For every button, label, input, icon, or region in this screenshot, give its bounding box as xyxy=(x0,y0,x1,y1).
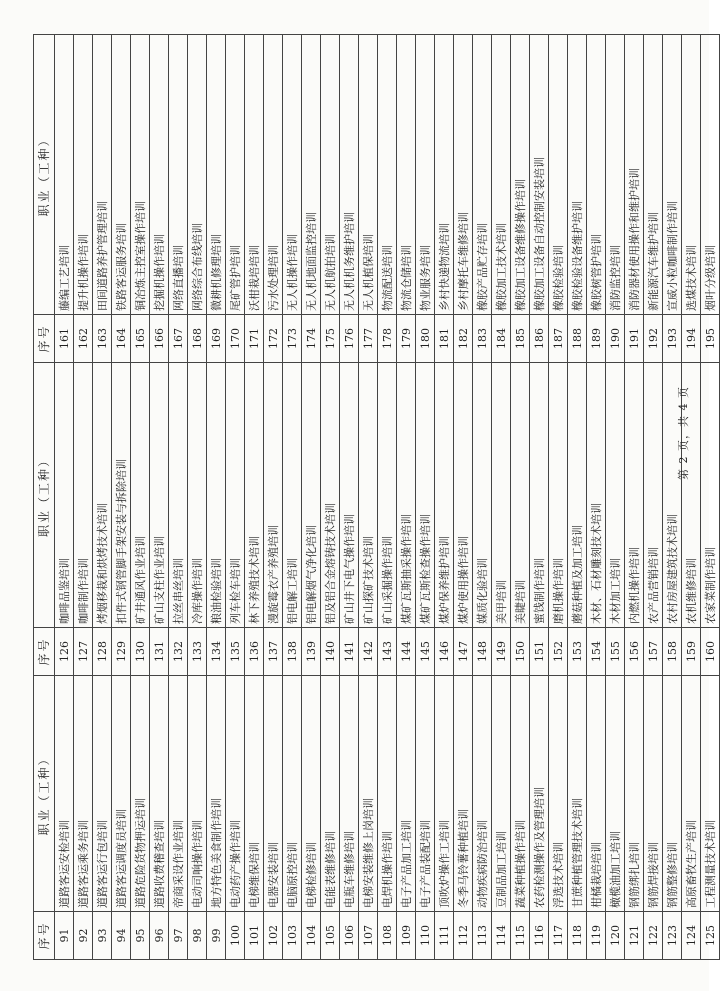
job-name: 矿山探矿技术培训 xyxy=(359,363,378,628)
row-number: 109 xyxy=(397,912,416,960)
job-name: 藤编工艺培训 xyxy=(55,35,74,315)
job-name: 柑橘栽培培训 xyxy=(587,676,606,912)
job-name: 粮油检验培训 xyxy=(207,363,226,628)
job-name: 蘑菇种植及加工培训 xyxy=(568,363,587,628)
job-name: 无人机地面监控培训 xyxy=(302,35,321,315)
row-number: 119 xyxy=(587,912,606,960)
row-number: 108 xyxy=(378,912,397,960)
job-name: 道路客运行包培训 xyxy=(93,676,112,912)
row-number: 178 xyxy=(378,315,397,363)
row-number: 95 xyxy=(131,912,150,960)
job-name: 咖啡制作培训 xyxy=(74,363,93,628)
row-number: 186 xyxy=(530,315,549,363)
row-number: 114 xyxy=(492,912,511,960)
row-number: 124 xyxy=(682,912,701,960)
job-name: 污水处理培训 xyxy=(264,35,283,315)
job-name: 橡胶树管护培训 xyxy=(587,35,606,315)
table-row xyxy=(207,35,226,960)
table-row xyxy=(245,35,264,960)
row-number: 116 xyxy=(530,912,549,960)
table-row xyxy=(397,35,416,960)
job-name: 微耕机修理培训 xyxy=(207,35,226,315)
row-number: 188 xyxy=(568,315,587,363)
row-number: 168 xyxy=(188,315,207,363)
row-number: 171 xyxy=(245,315,264,363)
row-number: 187 xyxy=(549,315,568,363)
row-number: 99 xyxy=(207,912,226,960)
table-row xyxy=(682,35,701,960)
table-row xyxy=(454,35,473,960)
row-number: 125 xyxy=(701,912,720,960)
job-name: 尾矿管护培训 xyxy=(226,35,245,315)
job-name: 农村房屋建筑技术培训 xyxy=(663,363,682,628)
row-number: 162 xyxy=(74,315,93,363)
job-name: 乡村摩托车维修培训 xyxy=(454,35,473,315)
row-number: 121 xyxy=(625,912,644,960)
row-number: 94 xyxy=(112,912,131,960)
job-name: 铝电解烟气净化培训 xyxy=(302,363,321,628)
job-training-table xyxy=(33,34,720,960)
row-number: 169 xyxy=(207,315,226,363)
job-name: 扣件式钢管脚手架安装与拆除培训 xyxy=(112,363,131,628)
job-name: 矿井通风作业培训 xyxy=(131,363,150,628)
row-number: 111 xyxy=(435,912,454,960)
job-name: 烤烟移栽和烘烤技术培训 xyxy=(93,363,112,628)
row-number: 182 xyxy=(454,315,473,363)
job-name: 电焊机操作培训 xyxy=(378,676,397,912)
row-number: 120 xyxy=(606,912,625,960)
row-number: 128 xyxy=(93,628,112,676)
table-row xyxy=(606,35,625,960)
table-row xyxy=(701,35,720,960)
row-number: 117 xyxy=(549,912,568,960)
job-name: 电子产品装配培训 xyxy=(416,676,435,912)
job-name: 新能源汽车维护培训 xyxy=(644,35,663,315)
job-name: 电瓶车维修培训 xyxy=(340,676,359,912)
job-name: 高原畜牧生产培训 xyxy=(682,676,701,912)
header-job: 职业（工种） xyxy=(34,676,55,912)
job-name: 农药检测操作及管理培训 xyxy=(530,676,549,912)
row-number: 181 xyxy=(435,315,454,363)
job-name: 钢筋绑扎培训 xyxy=(625,676,644,912)
row-number: 142 xyxy=(359,628,378,676)
row-number: 174 xyxy=(302,315,321,363)
table-row xyxy=(473,35,492,960)
job-name: 电动药产操作培训 xyxy=(226,676,245,912)
job-name: 道路收费稽查培训 xyxy=(150,676,169,912)
job-name: 煤矿瓦斯检查操作培训 xyxy=(416,363,435,628)
job-name: 煤炉保养维护培训 xyxy=(435,363,454,628)
row-number: 143 xyxy=(378,628,397,676)
job-name: 电梯维保培训 xyxy=(245,676,264,912)
job-name: 无人机航拍培训 xyxy=(321,35,340,315)
row-number: 177 xyxy=(359,315,378,363)
job-name: 浮选技术培训 xyxy=(549,676,568,912)
row-number: 104 xyxy=(302,912,321,960)
job-name: 电器安装培训 xyxy=(264,676,283,912)
table-row xyxy=(435,35,454,960)
job-name: 橡胶检验培训 xyxy=(549,35,568,315)
job-name: 顶吹炉操作工培训 xyxy=(435,676,454,912)
row-number: 190 xyxy=(606,315,625,363)
table-row xyxy=(302,35,321,960)
job-name: 矿山井下电气操作培训 xyxy=(340,363,359,628)
row-number: 159 xyxy=(682,628,701,676)
row-number: 134 xyxy=(207,628,226,676)
row-number: 101 xyxy=(245,912,264,960)
table-row xyxy=(511,35,530,960)
table-row xyxy=(663,35,682,960)
row-number: 163 xyxy=(93,315,112,363)
job-name: 无人机植保培训 xyxy=(359,35,378,315)
job-name: 铜冶炼主控室操作培训 xyxy=(131,35,150,315)
table-row xyxy=(492,35,511,960)
job-name: 美睫培训 xyxy=(511,363,530,628)
row-number: 153 xyxy=(568,628,587,676)
job-name: 消防器材使用操作和维护培训 xyxy=(625,35,644,315)
row-number: 93 xyxy=(93,912,112,960)
row-number: 164 xyxy=(112,315,131,363)
row-number: 183 xyxy=(473,315,492,363)
row-number: 192 xyxy=(644,315,663,363)
row-number: 97 xyxy=(169,912,188,960)
row-number: 158 xyxy=(663,628,682,676)
row-number: 176 xyxy=(340,315,359,363)
row-number: 152 xyxy=(549,628,568,676)
row-number: 165 xyxy=(131,315,150,363)
row-number: 136 xyxy=(245,628,264,676)
job-name: 铁路客运服务培训 xyxy=(112,35,131,315)
job-name: 煤矿瓦斯抽采操作培训 xyxy=(397,363,416,628)
row-number: 126 xyxy=(55,628,74,676)
job-name: 电梯安装维修上岗培训 xyxy=(359,676,378,912)
job-name: 媒质化验培训 xyxy=(473,363,492,628)
job-name: 磨机操作培训 xyxy=(549,363,568,628)
row-number: 127 xyxy=(74,628,93,676)
job-name: 矿山支柱作业培训 xyxy=(150,363,169,628)
row-number: 102 xyxy=(264,912,283,960)
row-number: 179 xyxy=(397,315,416,363)
row-number: 154 xyxy=(587,628,606,676)
job-name: 木材加工培训 xyxy=(606,363,625,628)
job-name: 无人机操作培训 xyxy=(283,35,302,315)
row-number: 160 xyxy=(701,628,720,676)
row-number: 189 xyxy=(587,315,606,363)
job-name: 宣威小粒咖啡制作培训 xyxy=(663,35,682,315)
table-row xyxy=(359,35,378,960)
job-name: 冷库操作培训 xyxy=(188,363,207,628)
row-number: 157 xyxy=(644,628,663,676)
row-number: 173 xyxy=(283,315,302,363)
job-name: 美甲培训 xyxy=(492,363,511,628)
row-number: 103 xyxy=(283,912,302,960)
header-no: 序号 xyxy=(34,315,55,363)
table-header-row xyxy=(34,35,55,960)
row-number: 98 xyxy=(188,912,207,960)
job-name: 橡胶检验设备维护培训 xyxy=(568,35,587,315)
job-name: 甘蔗种植管理技术培训 xyxy=(568,676,587,912)
job-name: 挖掘机操作培训 xyxy=(150,35,169,315)
job-name: 道路危险货物押运培训 xyxy=(131,676,150,912)
job-name: 烟叶分级培训 xyxy=(701,35,720,315)
row-number: 105 xyxy=(321,912,340,960)
row-number: 107 xyxy=(359,912,378,960)
row-number: 122 xyxy=(644,912,663,960)
table-row xyxy=(150,35,169,960)
row-number: 145 xyxy=(416,628,435,676)
row-number: 137 xyxy=(264,628,283,676)
row-number: 123 xyxy=(663,912,682,960)
job-name: 电子产品加工培训 xyxy=(397,676,416,912)
row-number: 193 xyxy=(663,315,682,363)
row-number: 113 xyxy=(473,912,492,960)
job-name: 咖啡品鉴培训 xyxy=(55,363,74,628)
job-name: 帝商采设作业培训 xyxy=(169,676,188,912)
row-number: 194 xyxy=(682,315,701,363)
header-no: 序号 xyxy=(34,912,55,960)
job-name: 消防监控培训 xyxy=(606,35,625,315)
job-name: 蜜饯制作培训 xyxy=(530,363,549,628)
row-number: 150 xyxy=(511,628,530,676)
job-name: 橡胶加工技术培训 xyxy=(492,35,511,315)
header-job: 职业（工种） xyxy=(34,35,55,315)
page-footer: 第 2 页，共 4 页 xyxy=(677,386,690,480)
table-row xyxy=(587,35,606,960)
table-row xyxy=(264,35,283,960)
row-number: 133 xyxy=(188,628,207,676)
row-number: 184 xyxy=(492,315,511,363)
job-name: 电动司响操作培训 xyxy=(188,676,207,912)
header-no: 序号 xyxy=(34,628,55,676)
job-name: 钢筋焊接培训 xyxy=(644,676,663,912)
job-name: 冬季马铃薯种植培训 xyxy=(454,676,473,912)
row-number: 166 xyxy=(150,315,169,363)
row-number: 110 xyxy=(416,912,435,960)
row-number: 139 xyxy=(302,628,321,676)
job-name: 电能表维修培训 xyxy=(321,676,340,912)
row-number: 96 xyxy=(150,912,169,960)
table-row xyxy=(112,35,131,960)
table-row xyxy=(340,35,359,960)
row-number: 191 xyxy=(625,315,644,363)
rotated-table-container xyxy=(33,35,717,960)
table-row xyxy=(74,35,93,960)
job-name: 网络直播培训 xyxy=(169,35,188,315)
row-number: 195 xyxy=(701,315,720,363)
job-name: 拉丝串丝培训 xyxy=(169,363,188,628)
job-name: 电梯检修培训 xyxy=(302,676,321,912)
job-name: 铝电解工培训 xyxy=(283,363,302,628)
row-number: 146 xyxy=(435,628,454,676)
row-number: 129 xyxy=(112,628,131,676)
job-name: 物业服务培训 xyxy=(416,35,435,315)
row-number: 156 xyxy=(625,628,644,676)
table-row xyxy=(549,35,568,960)
job-name: 矿山采掘操作培训 xyxy=(378,363,397,628)
job-name: 橡胶加工设备维修操作培训 xyxy=(511,35,530,315)
job-name: 动物疾病防治培训 xyxy=(473,676,492,912)
job-name: 工程测量技术培训 xyxy=(701,676,720,912)
row-number: 138 xyxy=(283,628,302,676)
row-number: 144 xyxy=(397,628,416,676)
job-name: 煤炉使用操作培训 xyxy=(454,363,473,628)
row-number: 147 xyxy=(454,628,473,676)
job-name: 物流仓储培训 xyxy=(397,35,416,315)
job-name: 电脑原控培训 xyxy=(283,676,302,912)
row-number: 112 xyxy=(454,912,473,960)
row-number: 118 xyxy=(568,912,587,960)
table-row xyxy=(568,35,587,960)
table-row xyxy=(530,35,549,960)
table-row xyxy=(625,35,644,960)
job-name: 道路客运安检培训 xyxy=(55,676,74,912)
table-row xyxy=(321,35,340,960)
table-row xyxy=(226,35,245,960)
row-number: 92 xyxy=(74,912,93,960)
table-row xyxy=(93,35,112,960)
row-number: 131 xyxy=(150,628,169,676)
table-row xyxy=(169,35,188,960)
row-number: 135 xyxy=(226,628,245,676)
job-name: 沃柑栽培培训 xyxy=(245,35,264,315)
row-number: 180 xyxy=(416,315,435,363)
row-number: 175 xyxy=(321,315,340,363)
row-number: 172 xyxy=(264,315,283,363)
job-name: 钢筋整修培训 xyxy=(663,676,682,912)
row-number: 161 xyxy=(55,315,74,363)
row-number: 149 xyxy=(492,628,511,676)
job-name: 农产品营销培训 xyxy=(644,363,663,628)
row-number: 167 xyxy=(169,315,188,363)
row-number: 148 xyxy=(473,628,492,676)
job-name: 田间道路养护管理培训 xyxy=(93,35,112,315)
table-row xyxy=(378,35,397,960)
job-name: 道路客运调度员培训 xyxy=(112,676,131,912)
job-name: 漫旋霉衣产养殖培训 xyxy=(264,363,283,628)
row-number: 115 xyxy=(511,912,530,960)
header-job: 职业（工种） xyxy=(34,363,55,628)
job-name: 选煤技术培训 xyxy=(682,35,701,315)
row-number: 100 xyxy=(226,912,245,960)
row-number: 141 xyxy=(340,628,359,676)
job-name: 无人机机务维护培训 xyxy=(340,35,359,315)
job-name: 道路客运乘务培训 xyxy=(74,676,93,912)
table-row xyxy=(131,35,150,960)
row-number: 155 xyxy=(606,628,625,676)
job-name: 蔬菜种植操作培训 xyxy=(511,676,530,912)
table-row xyxy=(55,35,74,960)
job-name: 农机维修培训 xyxy=(682,363,701,628)
job-name: 林下养殖技术培训 xyxy=(245,363,264,628)
table-row xyxy=(644,35,663,960)
job-name: 铝及铝合金熔铸技术培训 xyxy=(321,363,340,628)
row-number: 185 xyxy=(511,315,530,363)
row-number: 151 xyxy=(530,628,549,676)
job-name: 地方特色美食制作培训 xyxy=(207,676,226,912)
row-number: 170 xyxy=(226,315,245,363)
job-name: 网络综合布线培训 xyxy=(188,35,207,315)
job-name: 橡胶加工设备自动控制安装培训 xyxy=(530,35,549,315)
job-name: 橡胶产品贮存培训 xyxy=(473,35,492,315)
table-body xyxy=(55,35,720,960)
job-name: 列车检车培训 xyxy=(226,363,245,628)
job-name: 农家菜制作培训 xyxy=(701,363,720,628)
job-name: 豆制品加工培训 xyxy=(492,676,511,912)
row-number: 140 xyxy=(321,628,340,676)
row-number: 91 xyxy=(55,912,74,960)
table-row xyxy=(283,35,302,960)
job-name: 橄榄油加工培训 xyxy=(606,676,625,912)
row-number: 130 xyxy=(131,628,150,676)
job-name: 提升机操作培训 xyxy=(74,35,93,315)
table-row xyxy=(188,35,207,960)
job-name: 木材、石材雕刻技术培训 xyxy=(587,363,606,628)
job-name: 乡村快递物流培训 xyxy=(435,35,454,315)
row-number: 106 xyxy=(340,912,359,960)
row-number: 132 xyxy=(169,628,188,676)
table-row xyxy=(416,35,435,960)
job-name: 内燃机操作培训 xyxy=(625,363,644,628)
job-name: 物流配送培训 xyxy=(378,35,397,315)
